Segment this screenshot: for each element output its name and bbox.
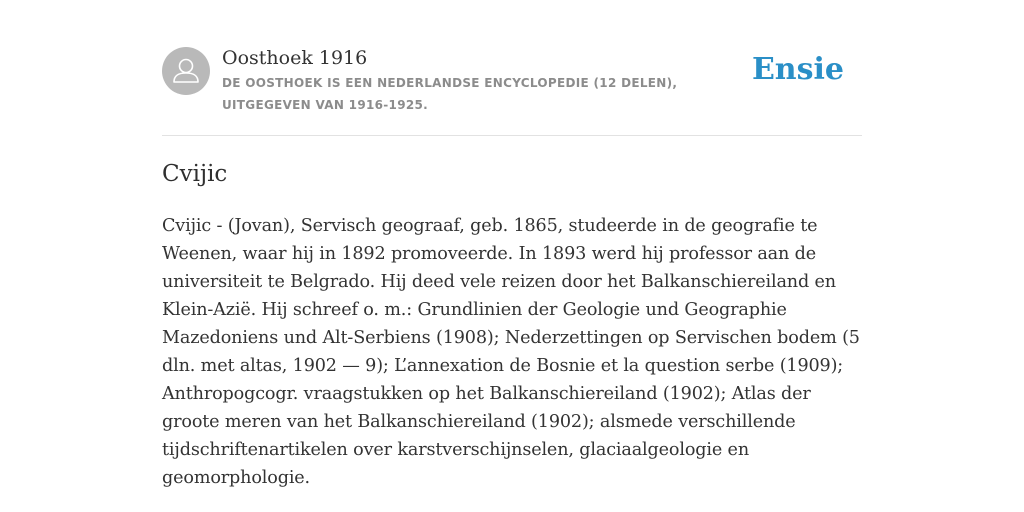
source-description: DE OOSTHOEK IS EEN NEDERLANDSE ENCYCLOPEDIE (12 DELEN), UITGEGEVEN VAN 1916-1925. [222,76,678,112]
source-avatar[interactable] [162,47,210,95]
user-icon [162,47,210,95]
source-title[interactable]: Oosthoek 1916 [222,47,368,69]
ensie-logo-link[interactable]: Ensie [751,52,844,87]
source-header [162,46,862,136]
article-title: Cvijic [162,161,228,187]
article-body: Cvijic - (Jovan), Servisch geograaf, geb. 1865, studeerde in de geografie te Weenen, waar hij in 1892 promoveerde. In 1893 werd hij professor aan de universiteit te Belgrado. Hij deed vele reizen door het Balkanschiereiland en Klein-Azië. Hij schreef o. m.: Grundlinien der Geologie und Geographie Mazedoniens und Alt-Serbiens (1908); Nederzettingen op Servischen bodem (5 dln. met altas, 1902 — 9); L’annexation de Bosnie et la question serbe (1909); Anthropogcogr. vraagstukken op het Balkanschiereiland (1902); Atlas der groote meren van het Balkanschiereiland (1902); alsmede verschillende tijdschriftenartikelen over karstverschijnselen, glaciaalgeologie en geomorphologie. [162,216,860,488]
